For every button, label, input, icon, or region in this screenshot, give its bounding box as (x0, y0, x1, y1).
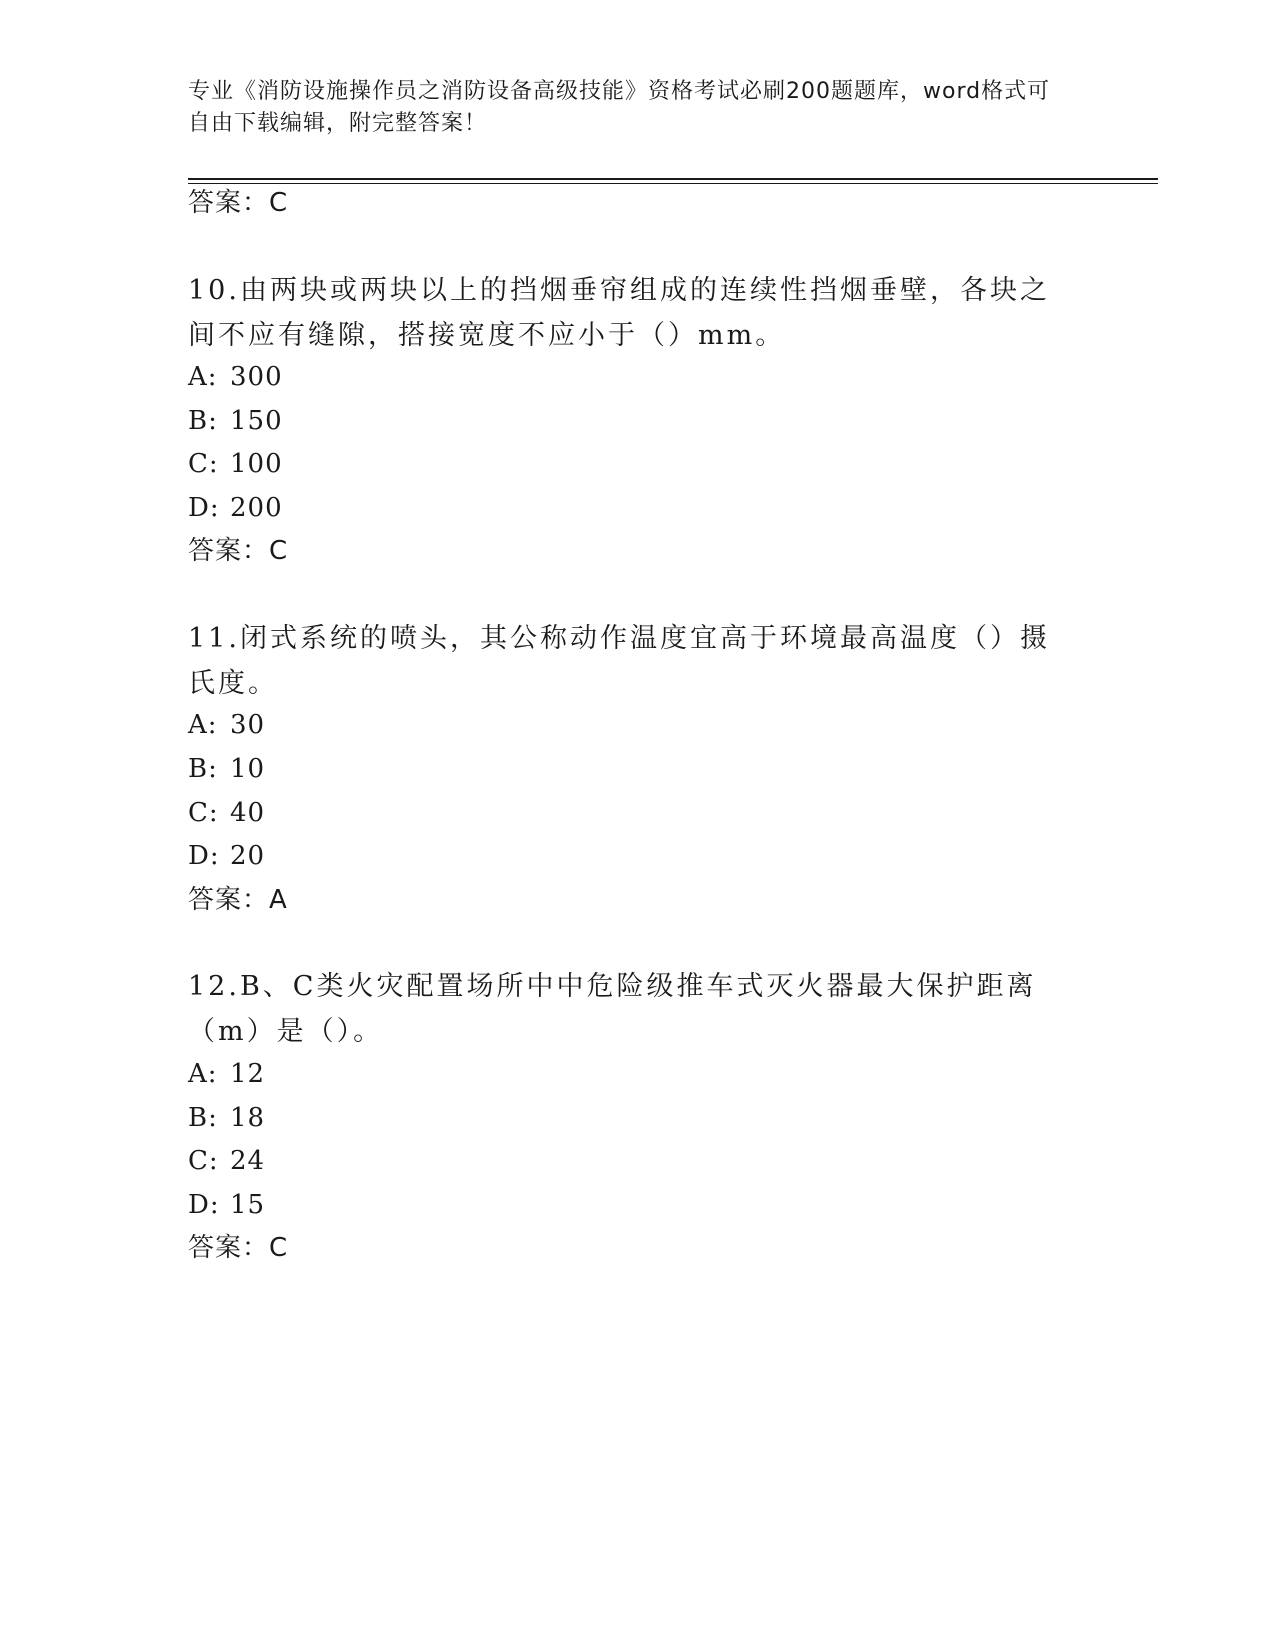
option-text: 18 (230, 1103, 266, 1133)
option-text: 12 (230, 1059, 266, 1089)
option-text: 20 (230, 841, 266, 871)
option-text: 15 (230, 1190, 266, 1220)
question-12-option-d (188, 1188, 265, 1222)
option-text: 100 (230, 449, 283, 479)
option-text: 150 (230, 406, 283, 436)
question-10-option-b (188, 404, 283, 438)
question-11-option-a (188, 708, 265, 742)
question-11-stem: 11.闭式系统的喷头，其公称动作温度宜高于环境最高温度（）摄氏度。 (188, 623, 1050, 699)
document-header: 专业《消防设施操作员之消防设备高级技能》资格考试必刷200题题库，word格式可自由下载编辑，附完整答案！ (188, 79, 1051, 136)
question-12-option-b (188, 1101, 265, 1135)
option-letter: A: (188, 710, 218, 740)
option-letter: D: (188, 1190, 220, 1220)
option-letter: C: (188, 449, 219, 479)
question-10-option-c (188, 447, 283, 481)
option-text: 30 (230, 710, 266, 740)
option-text: 24 (230, 1146, 266, 1176)
question-10-option-a (188, 360, 283, 394)
option-text: 200 (230, 493, 283, 523)
question-11-answer: 答案：A (188, 885, 288, 915)
option-letter: C: (188, 1146, 219, 1176)
option-letter: B: (188, 754, 218, 784)
question-10-option-d (188, 491, 283, 525)
option-text: 40 (230, 798, 266, 828)
header-divider-thick (188, 178, 1158, 180)
option-letter: A: (188, 362, 218, 392)
previous-answer: 答案：C (188, 188, 289, 218)
option-letter: B: (188, 1103, 218, 1133)
question-12-stem: 12.B、C类火灾配置场所中中危险级推车式灭火器最大保护距离（m）是（）。 (188, 971, 1037, 1047)
question-12-answer: 答案：C (188, 1233, 289, 1263)
question-10-stem: 10.由两块或两块以上的挡烟垂帘组成的连续性挡烟垂壁，各块之间不应有缝隙，搭接宽度不应小于（）mm。 (188, 275, 1050, 351)
option-letter: D: (188, 493, 220, 523)
option-letter: A: (188, 1059, 218, 1089)
question-11-option-c (188, 796, 265, 830)
option-letter: B: (188, 406, 218, 436)
question-11-option-b (188, 752, 265, 786)
option-letter: D: (188, 841, 220, 871)
option-letter: C: (188, 798, 219, 828)
question-12-option-c (188, 1144, 265, 1178)
question-10-answer: 答案：C (188, 536, 289, 566)
header-divider-thin (188, 183, 1158, 184)
question-12-option-a (188, 1057, 265, 1091)
question-11-option-d (188, 839, 265, 873)
option-text: 300 (230, 362, 283, 392)
option-text: 10 (230, 754, 266, 784)
